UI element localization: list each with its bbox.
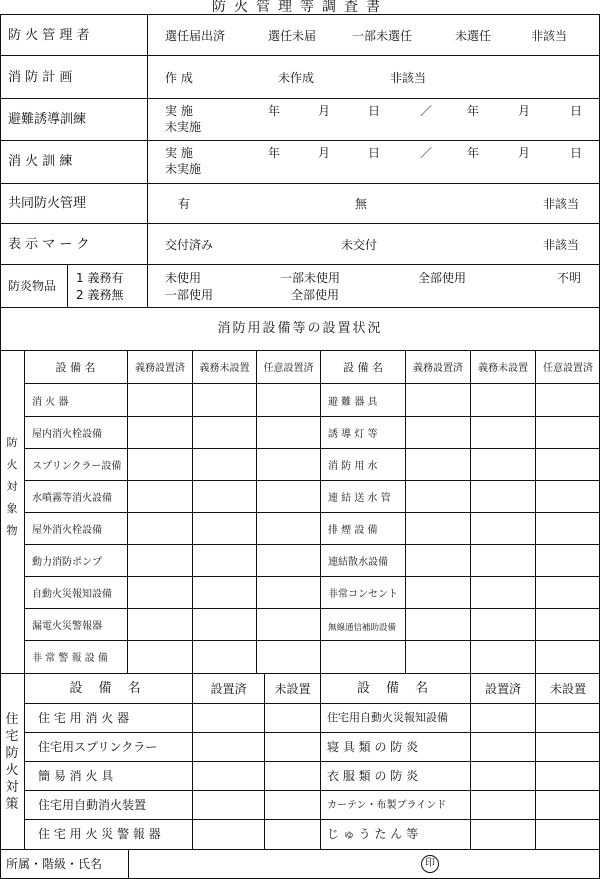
- res-header-installed-left: 設置済: [210, 682, 247, 696]
- seal-stamp-mark: 印: [421, 855, 439, 873]
- fire-drill-year-2: 年: [467, 146, 480, 160]
- evac-drill-month-1: 月: [318, 104, 331, 118]
- plan-label: 消 防 計 画: [8, 70, 73, 85]
- evac-drill-year-2: 年: [467, 104, 480, 118]
- ft-header-req-missing-right: 義務未設置: [478, 363, 528, 374]
- fire-drill-done[interactable]: 実 施: [165, 146, 193, 160]
- ft-item-right: 誘 導 灯 等: [328, 429, 378, 440]
- plan-option-na[interactable]: 非該当: [390, 71, 427, 85]
- ft-header-req-installed-right: 義務設置済: [413, 363, 463, 374]
- ft-item-left: 屋内消火栓設備: [32, 429, 102, 440]
- evac-drill-not-done[interactable]: 未実施: [165, 120, 202, 134]
- ft-item-left: 漏電火災警報器: [32, 621, 102, 632]
- joint-option-no[interactable]: 無: [355, 197, 368, 211]
- res-item-left: 住宅用自動消火装置: [38, 798, 147, 812]
- flameproof-unknown[interactable]: 不明: [557, 271, 582, 285]
- res-item-left: 住宅用スプリンクラー: [38, 740, 158, 754]
- manager-option-filed[interactable]: 選任届出済: [165, 29, 226, 43]
- res-header-installed-right: 設置済: [484, 682, 521, 696]
- fire-drill-day-1: 日: [368, 146, 381, 160]
- res-item-right: じ ゅ う た ん 等: [327, 827, 419, 841]
- res-item-right: 衣 服 類 の 防 炎: [327, 769, 419, 783]
- ft-header-opt-installed-right: 任意設置済: [543, 363, 593, 374]
- evac-drill-done[interactable]: 実 施: [165, 104, 193, 118]
- flameproof-all-used[interactable]: 全部使用: [291, 288, 340, 302]
- res-header-not-installed-right: 未設置: [549, 682, 586, 696]
- joint-option-yes[interactable]: 有: [178, 197, 191, 211]
- res-item-right: 住宅用自動火災報知設備: [327, 711, 448, 724]
- fire-drill-label: 消 火 訓 練: [8, 154, 73, 169]
- flameproof-label: 防炎物品: [8, 279, 57, 293]
- ft-item-left: 自動火災報知設備: [32, 589, 112, 600]
- evac-drill-label: 避難誘導訓練: [8, 112, 87, 127]
- ft-header-opt-installed-left: 任意設置済: [263, 363, 314, 374]
- manager-option-unfiled[interactable]: 選任未届: [268, 29, 317, 43]
- joint-label: 共同防火管理: [8, 196, 87, 211]
- flameproof-unused[interactable]: 未使用: [165, 271, 202, 285]
- plan-option-created[interactable]: 作 成: [165, 71, 193, 85]
- manager-label: 防 火 管 理 者: [8, 28, 90, 43]
- evac-drill-year-1: 年: [268, 104, 281, 118]
- ft-item-left: 水噴霧等消火設備: [32, 493, 112, 504]
- res-header-equipment-right: 設 備 名: [356, 681, 435, 696]
- ft-item-right: 無線通信補助設備: [328, 623, 397, 633]
- evac-drill-day-1: 日: [368, 104, 381, 118]
- ft-item-right: 消 防 用 水: [328, 461, 378, 472]
- signature-field[interactable]: [129, 850, 600, 878]
- ft-item-right: 連結散水設備: [328, 557, 388, 568]
- ft-header-req-installed-left: 義務設置済: [135, 363, 185, 374]
- residential-side-label: 住宅防火対策: [5, 712, 19, 812]
- evac-drill-separator: ／: [420, 104, 433, 118]
- ft-header-equipment-left: 設 備 名: [55, 361, 96, 374]
- flameproof-partly-unused[interactable]: 一部未使用: [280, 271, 341, 285]
- fire-target-side-label: 防火対象物: [6, 436, 18, 537]
- res-item-right: 寝 具 類 の 防 炎: [327, 740, 419, 754]
- manager-option-unappointed[interactable]: 未選任: [455, 29, 492, 43]
- ft-header-equipment-right: 設 備 名: [343, 361, 383, 374]
- fire-drill-not-done[interactable]: 未実施: [165, 162, 202, 176]
- flameproof-duty-no[interactable]: 2 義務無: [76, 288, 124, 302]
- ft-item-right: 排 煙 設 備: [328, 525, 378, 536]
- joint-option-na[interactable]: 非該当: [543, 197, 580, 211]
- page-title: 防火管理等調査書: [212, 0, 388, 15]
- res-header-not-installed-left: 未設置: [274, 682, 311, 696]
- ft-item-right: 避 難 器 具: [328, 397, 378, 408]
- res-item-left: 住 宅 用 消 火 器: [38, 711, 130, 725]
- evac-drill-day-2: 日: [570, 104, 583, 118]
- flameproof-duty-yes[interactable]: 1 義務有: [76, 271, 124, 285]
- equipment-section-title: 消防用設備等の設置状況: [217, 321, 383, 336]
- ft-item-left: 非 常 警 報 設 備: [32, 653, 108, 664]
- footer-label: 所属・階級・氏名: [6, 857, 103, 871]
- fire-drill-separator: ／: [420, 146, 433, 160]
- ft-header-req-missing-left: 義務未設置: [199, 363, 250, 374]
- mark-option-na[interactable]: 非該当: [543, 238, 580, 252]
- flameproof-fully-used[interactable]: 全部使用: [418, 271, 467, 285]
- ft-item-left: 屋外消火栓設備: [32, 525, 102, 536]
- plan-option-not-created[interactable]: 未作成: [278, 71, 315, 85]
- ft-item-right: 連 結 送 水 管: [328, 493, 391, 504]
- mark-option-not-issued[interactable]: 未交付: [341, 238, 378, 252]
- res-item-right: カーテン・布製ブラインド: [327, 800, 447, 811]
- ft-item-left: 消 火 器: [32, 397, 69, 408]
- ft-item-left: 動力消防ポンプ: [32, 557, 102, 568]
- manager-option-na[interactable]: 非該当: [531, 29, 568, 43]
- res-item-left: 簡 易 消 火 具: [38, 769, 114, 783]
- manager-option-partial[interactable]: 一部未選任: [352, 29, 413, 43]
- fire-drill-year-1: 年: [268, 146, 281, 160]
- fire-drill-month-2: 月: [518, 146, 531, 160]
- evac-drill-month-2: 月: [518, 104, 531, 118]
- fire-drill-month-1: 月: [318, 146, 331, 160]
- ft-item-left: スプリンクラー設備: [32, 461, 122, 472]
- mark-label: 表 示 マ ー ク: [8, 237, 90, 252]
- fire-drill-day-2: 日: [570, 146, 583, 160]
- flameproof-partly-used[interactable]: 一部使用: [165, 288, 214, 302]
- ft-item-right: 非常コンセント: [328, 589, 398, 600]
- res-item-left: 住 宅 用 火 災 警 報 器: [38, 827, 161, 841]
- mark-option-issued[interactable]: 交付済み: [165, 238, 214, 252]
- res-header-equipment-left: 設 備 名: [69, 681, 147, 696]
